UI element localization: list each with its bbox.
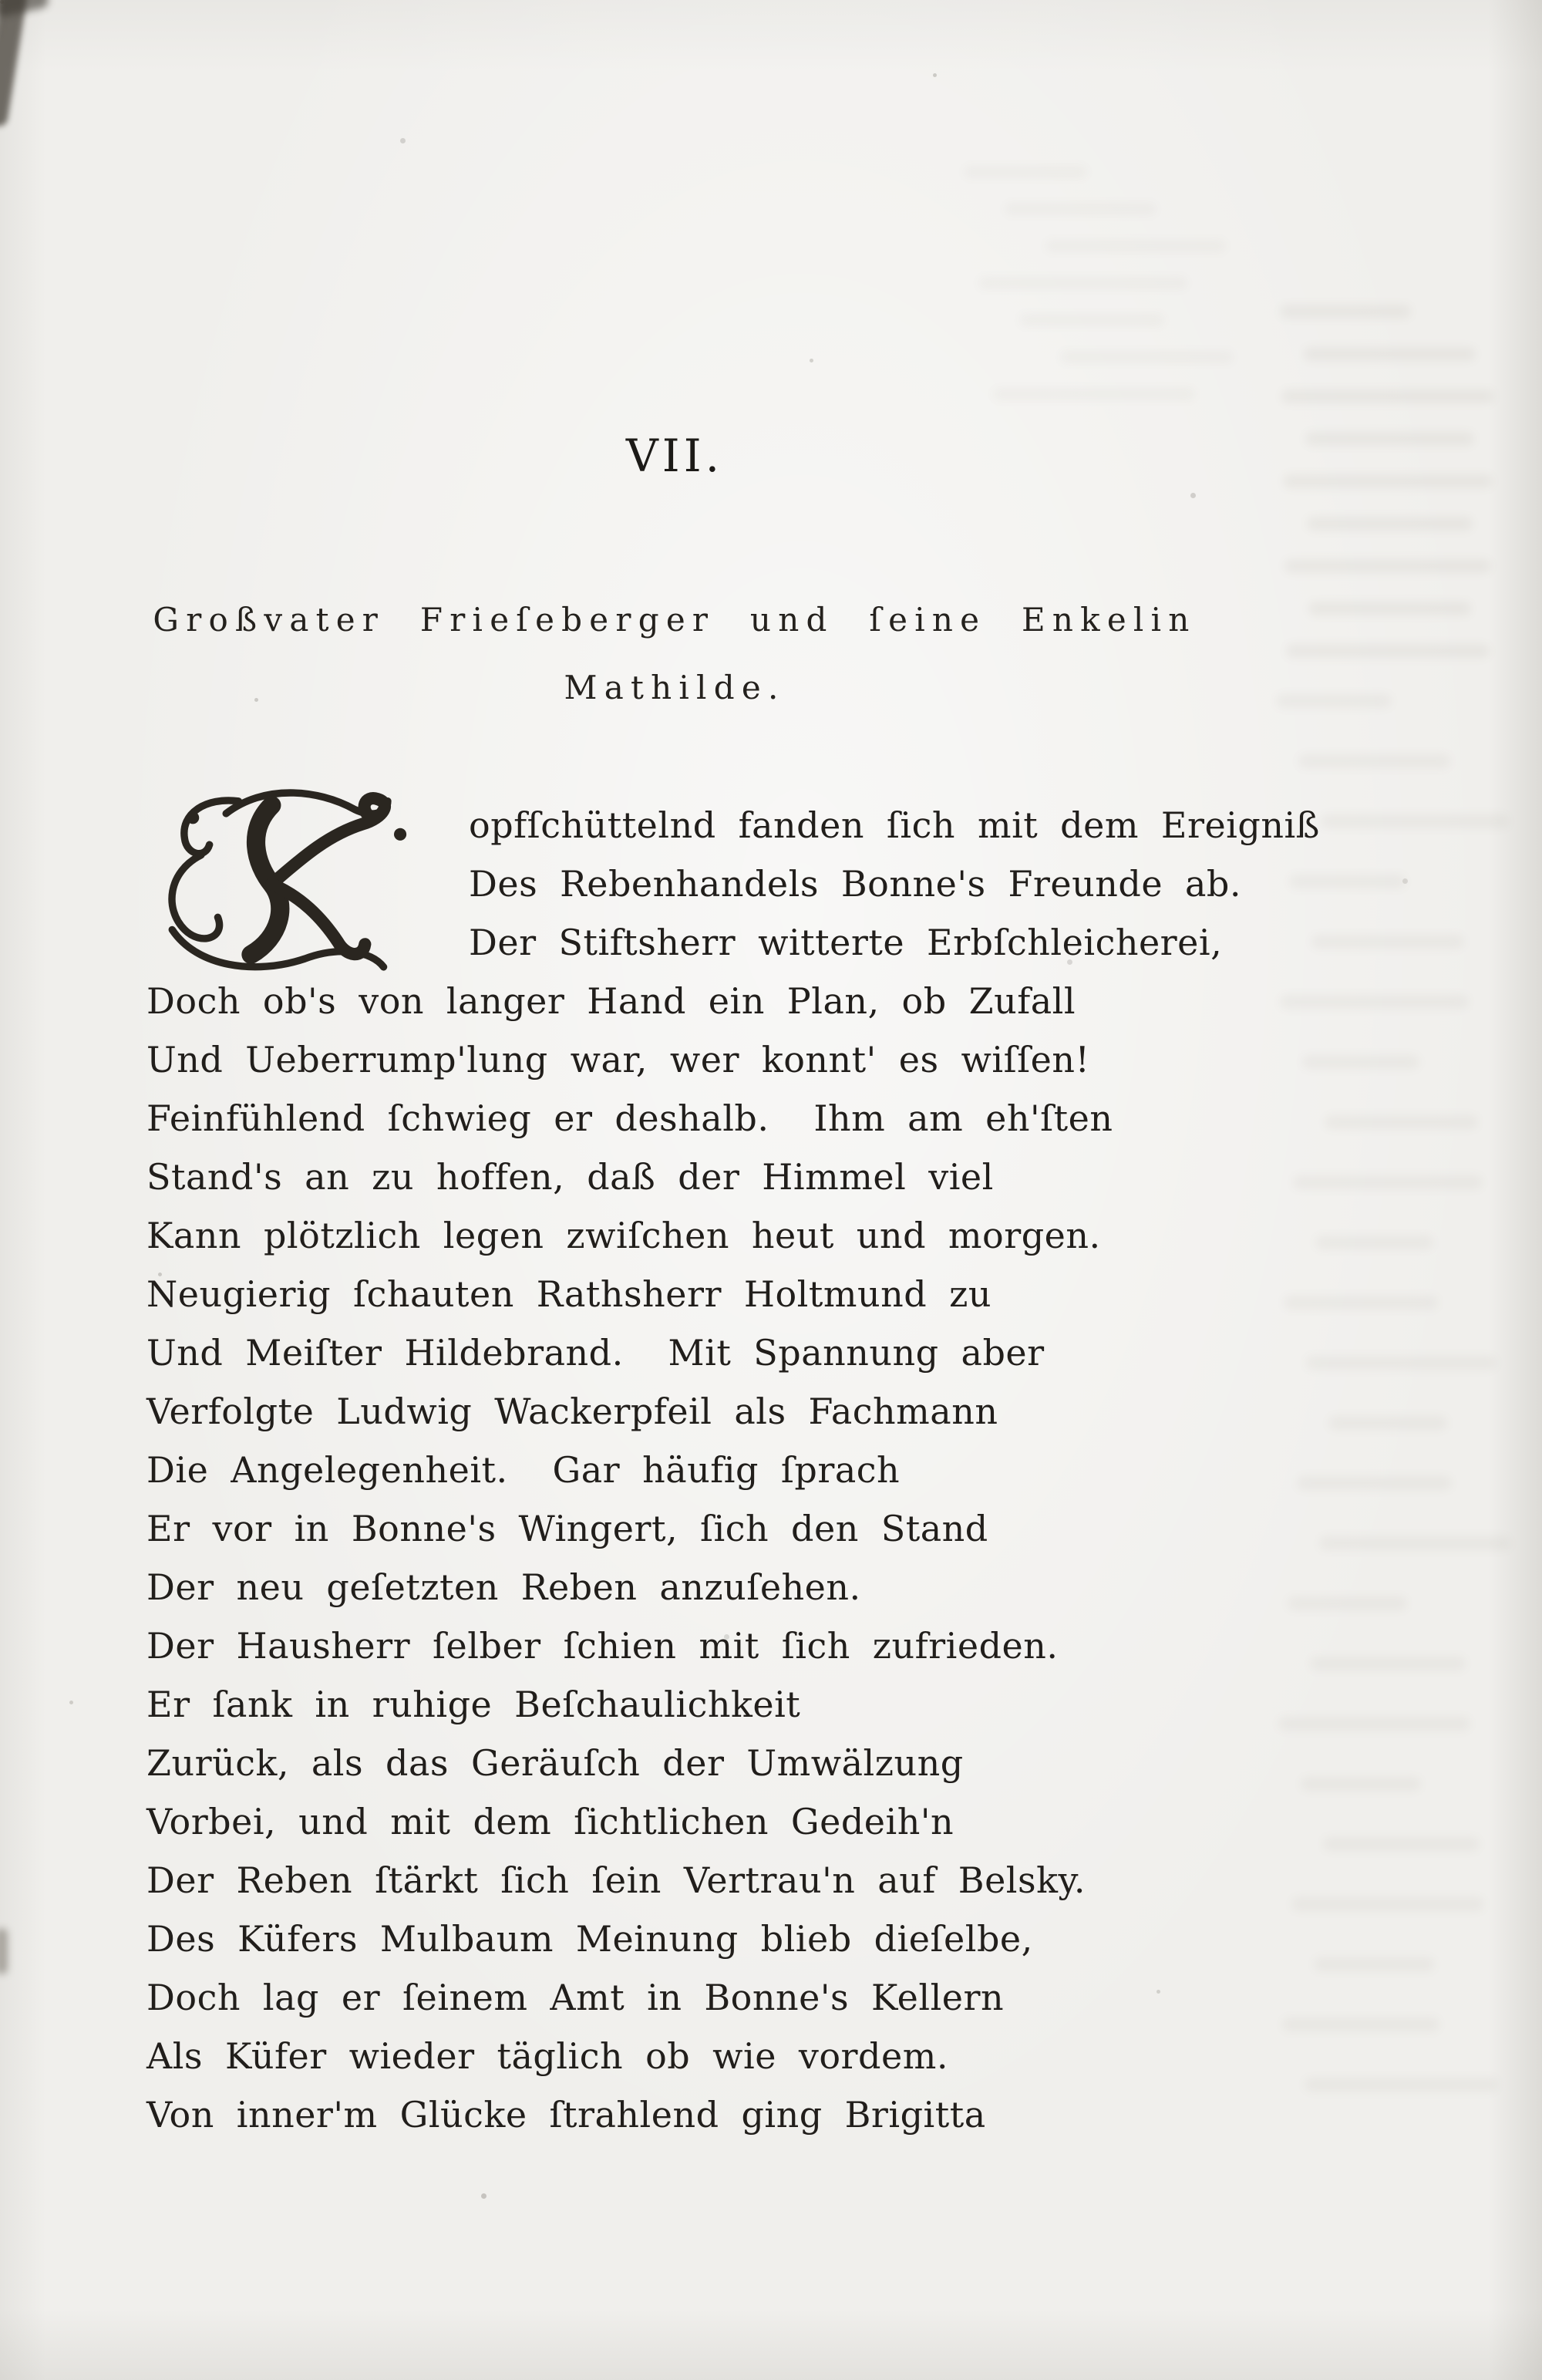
- bleed-through-artifact: [1311, 935, 1464, 949]
- scan-artifact-edge-mark: [0, 1928, 8, 1974]
- text-block: [146, 0, 1320, 2144]
- poem-line: Zurück, als das Geräuſch der Umwälzung: [146, 1742, 964, 1784]
- scan-artifact-corner-blob: [0, 0, 49, 18]
- bleed-through-artifact: [1286, 644, 1490, 658]
- poem-line: Vorbei, und mit dem ſichtlichen Gedeih'n: [146, 1801, 954, 1842]
- poem-line: Verfolgte Ludwig Wackerpfeil als Fachmann: [146, 1391, 998, 1432]
- bleed-through-artifact: [1276, 694, 1392, 708]
- bleed-through-artifact: [1305, 2078, 1498, 2092]
- bleed-through-artifact: [1278, 1717, 1470, 1731]
- bleed-through-artifact: [1323, 1837, 1480, 1851]
- chapter-title-line1: Großvater Frieſeberger und ſeine Enkelin: [153, 601, 1197, 639]
- poem-line: Der neu geſetzten Reben anzuſehen.: [146, 1566, 861, 1608]
- poem-line: Der Hausherr ſelber ſchien mit ſich zufrieden.: [146, 1625, 1059, 1667]
- bleed-through-artifact: [1280, 995, 1469, 1009]
- bleed-through-artifact: [1321, 814, 1509, 828]
- poem-line: Er ſank in ruhige Beſchaulichkeit: [146, 1684, 801, 1725]
- paper-specks: [0, 0, 4, 4]
- bleed-through-artifact: [1306, 1356, 1497, 1370]
- bleed-through-artifact: [1328, 1416, 1447, 1430]
- chapter-title-line2: Mathilde.: [564, 669, 786, 706]
- drop-cap-initial-K: [146, 793, 455, 961]
- poem-line: Und Ueberrump'lung war, wer konnt' es wiſſen!: [146, 1039, 1090, 1080]
- poem-line: Der Stiftsherr witterte Erbſchleicherei,: [469, 922, 1223, 963]
- poem-line: Von inner'm Glücke ſtrahlend ging Brigitta: [146, 2094, 986, 2136]
- poem-line: Und Meiſter Hildebrand. Mit Spannung aber: [146, 1332, 1045, 1374]
- ornate-initial-icon: [146, 793, 455, 979]
- poem-line: Der Reben ſtärkt ſich ſein Vertrau'n auf Belsky.: [146, 1859, 1086, 1901]
- bleed-through-artifact: [1307, 517, 1473, 531]
- poem-line: Des Küfers Mulbaum Meinung blieb dieſelbe,: [146, 1918, 1033, 1960]
- bleed-through-artifact: [1280, 305, 1411, 319]
- bleed-through-artifact: [1282, 2018, 1439, 2031]
- bleed-through-artifact: [1293, 1175, 1483, 1189]
- bleed-through-artifact: [1301, 1777, 1421, 1791]
- poem-line: Doch lag er ſeinem Amt in Bonne's Kellern: [146, 1977, 1005, 2018]
- scan-artifact-corner-streak: [0, 0, 30, 127]
- chapter-title: [146, 586, 1203, 722]
- bleed-through-artifact: [1284, 1296, 1438, 1310]
- chapter-number: VII.: [625, 430, 724, 482]
- bleed-through-artifact: [1319, 1536, 1510, 1550]
- poem: [146, 796, 1320, 2144]
- bleed-through-artifact: [1315, 1236, 1433, 1249]
- bleed-through-artifact: [1298, 754, 1450, 768]
- bleed-through-artifact: [1281, 389, 1494, 403]
- poem-line: Kann plötzlich legen zwiſchen heut und morgen.: [146, 1215, 1101, 1256]
- bleed-through-artifact: [1314, 1957, 1435, 1971]
- bleed-through-artifact: [1291, 1897, 1484, 1911]
- bleed-through-artifact: [1325, 1115, 1478, 1129]
- poem-line: opfſchüttelnd fanden ſich mit dem Ereigniß: [469, 804, 1320, 846]
- poem-line: Die Angelegenheit. Gar häufig ſprach: [146, 1449, 901, 1491]
- poem-line: Doch ob's von langer Hand ein Plan, ob Zufall: [146, 980, 1076, 1022]
- poem-line: Feinfühlend ſchwieg er deshalb. Ihm am eh'ſten: [146, 1097, 1113, 1139]
- poem-line: Des Rebenhandels Bonne's Freunde ab.: [469, 863, 1241, 905]
- poem-line: Als Küfer wieder täglich ob wie vordem.: [146, 2035, 948, 2077]
- poem-line: Er vor in Bonne's Wingert, ſich den Stand: [146, 1508, 988, 1549]
- bleed-through-artifact: [1308, 602, 1471, 615]
- bleed-through-artifact: [1284, 559, 1491, 573]
- bleed-through-artifact: [1297, 1476, 1452, 1490]
- poem-lines: [146, 796, 1320, 2144]
- bleed-through-artifact: [1289, 875, 1406, 888]
- bleed-through-artifact: [1283, 474, 1493, 488]
- poem-line: Neugierig ſchauten Rathsherr Holtmund zu: [146, 1273, 992, 1315]
- bleed-through-artifact: [1288, 1596, 1407, 1610]
- bleed-through-artifact: [1305, 432, 1474, 446]
- bleed-through-artifact: [1304, 347, 1476, 361]
- bleed-through-artifact: [1310, 1657, 1466, 1670]
- bleed-through-artifact: [1302, 1055, 1419, 1069]
- poem-line: Stand's an zu hoffen, daß der Himmel viel: [146, 1156, 994, 1198]
